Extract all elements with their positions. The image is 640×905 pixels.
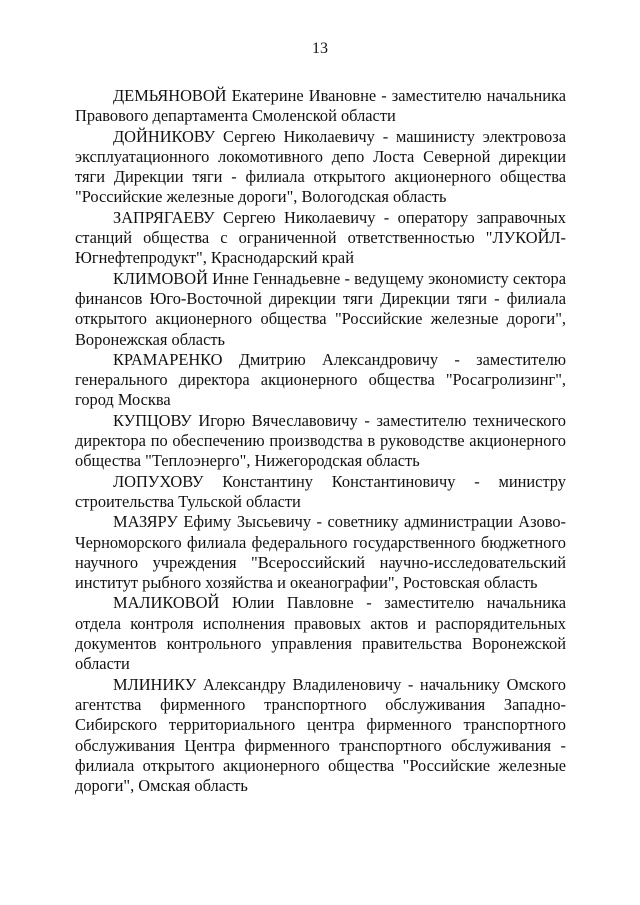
- entry-text: Екатерине Ивановне - заместителю начальника Правового департамента Смоленской области: [75, 86, 566, 126]
- entry-text: Дмитрию Александровичу - заместителю генерального директора акционерного общества "Росагролизинг", город Москва: [75, 349, 566, 410]
- entry-surname: ДЕМЬЯНОВОЙ: [113, 86, 227, 105]
- list-item: [75, 86, 566, 127]
- list-item: [75, 269, 566, 350]
- entry-surname: КРАМАРЕНКО: [113, 349, 223, 369]
- list-item: [75, 512, 566, 593]
- entry-text: Инне Геннадьевне - ведущему экономисту сектора финансов Юго-Восточной дирекции тяги Дирекции тяги - филиала открытого акционерного общества "Российские железные дороги", Воронежская область: [75, 268, 566, 349]
- entry-text: Александру Владиленовичу - начальнику Омского агентства фирменного транспортного обслуживания Западно-Сибирского территориального центра фирменного транспортного обслуживания Центра фирменного транспортного обслуживания - филиала открытого акционерного общества "Российские железные дороги", Омская область: [75, 674, 566, 796]
- entry-surname: МАЗЯРУ: [113, 512, 178, 532]
- entry-text: Юлии Павловне - заместителю начальника отдела контроля исполнения правовых актов и распорядительных документов контрольного управления правительства Воронежской области: [75, 593, 566, 674]
- entry-surname: МАЛИКОВОЙ: [113, 593, 220, 613]
- list-item: [75, 472, 566, 513]
- list-item: [75, 127, 566, 208]
- list-item: [75, 350, 566, 411]
- page-number: 13: [312, 40, 328, 57]
- entry-surname: ЛОПУХОВУ: [113, 471, 204, 491]
- entry-surname: КУПЦОВУ: [113, 410, 192, 430]
- entry-text: Ефиму Зысьевичу - советнику администрации Азово-Черноморского филиала федерального государственного бюджетного научного учреждения "Всероссийский научно-исследовательский институт рыбного хозяйства и океанографии", Ростовская область: [75, 512, 566, 593]
- entry-text: Игорю Вячеславовичу - заместителю технического директора по обеспечению производства в руководстве акционерного общества "Теплоэнерго", Нижегородская область: [75, 410, 566, 471]
- list-item: [75, 675, 566, 797]
- list-item: [75, 411, 566, 472]
- entry-text: Сергею Николаевичу - машинисту электровоза эксплуатационного локомотивного депо Лоста Северной дирекции тяги Дирекции тяги - филиала открытого акционерного общества "Российские железные дороги", Вологодская область: [75, 126, 566, 207]
- entry-surname: МЛИНИКУ: [113, 674, 197, 694]
- entry-text: Сергею Николаевичу - оператору заправочных станций общества с ограниченной ответственностью "ЛУКОЙЛ-Югнефтепродукт", Краснодарский край: [75, 207, 566, 268]
- list-item: [75, 208, 566, 269]
- entry-surname: КЛИМОВОЙ: [113, 268, 208, 288]
- list-item: [75, 593, 566, 674]
- entry-surname: ЗАПРЯГАЕВУ: [113, 207, 215, 227]
- entry-surname: ДОЙНИКОВУ: [113, 126, 216, 146]
- entry-text: Константину Константиновичу - министру строительства Тульской области: [75, 471, 566, 511]
- award-list: [75, 86, 566, 796]
